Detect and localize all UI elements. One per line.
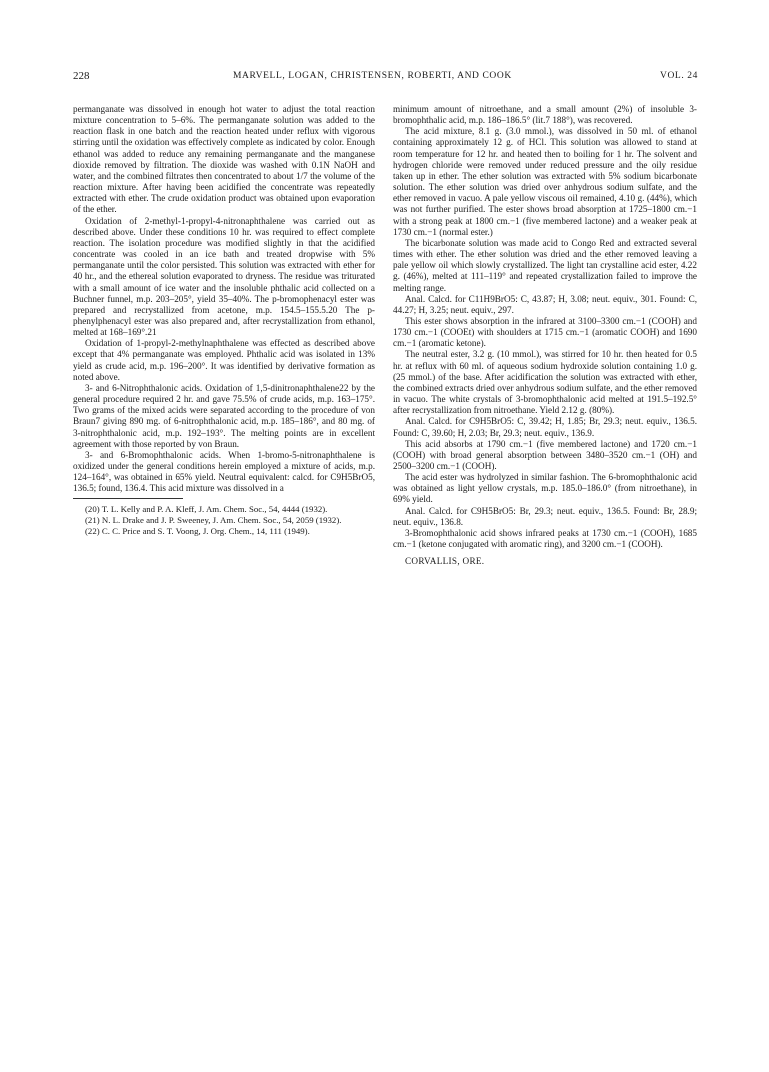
- footnote: (21) N. L. Drake and J. P. Sweeney, J. Am. Chem. Soc., 54, 2059 (1932).: [85, 515, 342, 526]
- footnote-rule: [73, 498, 183, 499]
- footnote: (22) C. C. Price and S. T. Voong, J. Org. Chem., 14, 111 (1949).: [85, 526, 310, 537]
- paragraph: The acid mixture, 8.1 g. (3.0 mmol.), was dissolved in 50 ml. of ethanol containing approximately 12 g. of HCl. This solution was allowed to stand at room temperature for 12 hr. and heated then to boiling for 1 hr. The solvent and hydrogen chloride were removed under reduced pressure and the oily residue taken up in ether. The ether solution was extracted with 5% sodium bicarbonate solution. The ether solution was dried over anhydrous sodium sulfate, and the ether removed in vacuo. A pale yellow viscous oil remained, 4.10 g. (44%), which was not further purified. The ester shows broad absorption at 1725–1800 cm.−1 with a strong peak at 1800 cm.−1 (five membered lactone) and a weaker peak at 1730 cm.−1 (normal ester.): [393, 126, 697, 237]
- analysis-paragraph: Anal. Calcd. for C11H9BrO5: C, 43.87; H, 3.08; neut. equiv., 301. Found: C, 44.27; H, 3.25; neut. equiv., 297.: [393, 293, 697, 315]
- running-header: [73, 70, 698, 84]
- volume-label: VOL. 24: [660, 71, 698, 81]
- right-column: [393, 104, 697, 567]
- analysis-paragraph: Anal. Calcd. for C9H5BrO5: C, 39.42; H, 1.85; Br, 29.3; neut. equiv., 136.5. Found: C, 39.60; H, 2.03; Br, 29.3; neut. equiv., 136.9.: [393, 416, 697, 438]
- paragraph: The neutral ester, 3.2 g. (10 mmol.), was stirred for 10 hr. then heated for 0.5 hr. at reflux with 60 ml. of aqueous sodium hydroxide solution containing 1.0 g. (25 mmol.) of the base. After acidification the solution was extracted with ether, the combined extracts dried over anhydrous sodium sulfate, and the ether removed in vacuo. The white crystals of 3-bromophthalonic acid melted at 191.5–192.5° after recrystallization from nitroethane. Yield 2.12 g. (80%).: [393, 349, 697, 416]
- page-number: 228: [73, 70, 90, 82]
- paragraph: permanganate was dissolved in enough hot water to adjust the total reaction mixture concentration to 5–6%. The permanganate solution was added to the reaction flask in one batch and the reaction heated under reflux with vigorous stirring until the oxidation was effectively complete as indicated by color. Enough ethanol was added to reduce any remaining permanganate and the manganese dioxide removed by filtration. The dioxide was washed with 0.1N NaOH and water, and the combined filtrates then concentrated to about 1/7 the volume of the reaction mixture. After having been acidified the concentrate was repeatedly extracted with ether. The crude oxidation product was obtained upon evaporation of the ether.: [73, 104, 375, 215]
- paragraph: 3-Bromophthalonic acid shows infrared peaks at 1730 cm.−1 (COOH), 1685 cm.−1 (ketone conjugated with aromatic ring), and 3200 cm.−1 (COOH).: [393, 527, 697, 550]
- paragraph: 3- and 6-Nitrophthalonic acids. Oxidation of 1,5-dinitronaphthalene22 by the general procedure required 2 hr. and gave 75.5% of crude acids, m.p. 163–175°. Two grams of the mixed acids were separated according to the procedure of von Braun7 giving 890 mg. of 6-nitrophthalonic acid, m.p. 185–186°, and 80 mg. of 3-nitrophthalonic acid, m.p. 192–193°. The melting points are in excellent agreement with those reported by von Braun.: [73, 382, 375, 449]
- paragraph: minimum amount of nitroethane, and a small amount (2%) of insoluble 3-bromophthalic acid, m.p. 186–186.5° (lit.7 188°), was recovered.: [393, 104, 697, 126]
- paragraph: The bicarbonate solution was made acid to Congo Red and extracted several times with ether. The ether solution was dried and the ether removed leaving a pale yellow oil which slowly crystallized. The light tan crystalline acid ester, 4.22 g. (46%), melted at 111–119° and repeated crystallization failed to improve the melting range.: [393, 237, 697, 293]
- location-signoff: CORVALLIS, ORE.: [405, 556, 485, 567]
- paragraph: The acid ester was hydrolyzed in similar fashion. The 6-bromophthalonic acid was obtained as light yellow crystals, m.p. 185.0–186.0° (from nitroethane), in 69% yield.: [393, 472, 697, 505]
- paragraph: Oxidation of 1-propyl-2-methylnaphthalene was effected as described above except that 4% permanganate was employed. Phthalic acid was isolated in 13% yield as crude acid, m.p. 196–200°. It was identified by derivative formation as noted above.: [73, 338, 375, 382]
- footnote: (20) T. L. Kelly and P. A. Kleff, J. Am. Chem. Soc., 54, 4444 (1932).: [85, 504, 328, 515]
- running-head-authors: MARVELL, LOGAN, CHRISTENSEN, ROBERTI, AND COOK: [233, 71, 512, 81]
- paragraph: Oxidation of 2-methyl-1-propyl-4-nitronaphthalene was carried out as described above. Under these conditions 10 hr. was required to effect complete reaction. The isolation procedure was modified slightly in that the acidified concentrate was cooled in an ice bath and treated dropwise with 5% permanganate until the color persisted. This solution was extracted with ether for 40 hr., and the ethereal solution evaporated to dryness. The residue was triturated with a small amount of ice water and the insoluble phthalic acid collected on a Buchner funnel, m.p. 203–205°, yield 35–40%. The p-bromophenacyl ester was prepared and recrystallized from acetone, m.p. 154.5–155.5.20 The p-phenylphenacyl ester was also prepared and, after recrystallization from ethanol, melted at 168–169°.21: [73, 215, 375, 338]
- paragraph: This ester shows absorption in the infrared at 3100–3300 cm.−1 (COOH) and 1730 cm.−1 (COOEt) with shoulders at 1715 cm.−1 (aromatic COOH) and 1690 cm.−1 (aromatic ketone).: [393, 315, 697, 349]
- paragraph: 3- and 6-Bromophthalonic acids. When 1-bromo-5-nitronaphthalene is oxidized under the general conditions herein employed a mixture of acids, m.p. 124–164°, was obtained in 65% yield. Neutral equivalent: calcd. for C9H5BrO5, 136.5; found, 136.4. This acid mixture was dissolved in a: [73, 449, 375, 494]
- left-column: [73, 104, 375, 537]
- footnotes: [73, 504, 375, 536]
- paragraph: This acid absorbs at 1790 cm.−1 (five membered lactone) and 1720 cm.−1 (COOH) with broad general absorption between 3480–3520 cm.−1 (OH) and 2500–3200 cm.−1 (COOH).: [393, 438, 697, 471]
- analysis-paragraph: Anal. Calcd. for C9H5BrO5: Br, 29.3; neut. equiv., 136.5. Found: Br, 28.9; neut. equiv., 136.8.: [393, 505, 697, 527]
